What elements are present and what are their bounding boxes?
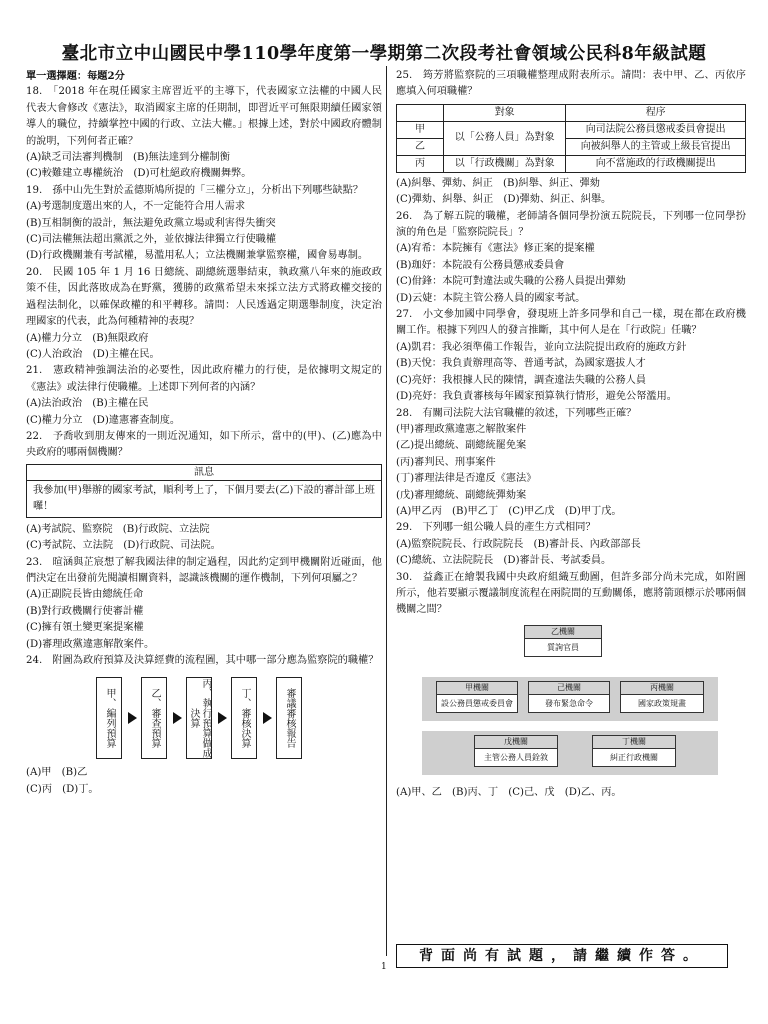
q27-stem: 27. 小文參加國中同學會，發現班上許多同學和自己一樣，現在都在政府機關工作。根據下列四人的發言推斷，其中何人是在「行政院」任職？: [396, 309, 746, 337]
q19-option-c: (C)司法權無法超出黨派之外，並依據法律獨立行使職權: [26, 234, 277, 246]
page-number: 1: [381, 962, 387, 972]
q29-options-cd: (C)總統、立法院院長 (D)審計長、考試委員。: [396, 555, 612, 567]
node-body: 設公務員懲戒委員會: [441, 698, 513, 708]
message-box: [26, 464, 382, 518]
node-body: 發布緊急命令: [545, 698, 593, 708]
q26-option-c: (C)佾鋒：本院可對違法或失職的公務人員提出彈劾: [396, 276, 626, 288]
flow-step-yi: 乙、審查預算: [141, 677, 167, 759]
q28-item-ding: (丁)審理法律是否違反《憲法》: [396, 473, 537, 485]
q27-option-c: (C)亮妤：我根據人民的陳情，調查違法失職的公務人員: [396, 374, 647, 386]
q21-options-cd: (C)權力分立 (D)違憲審查制度。: [26, 414, 181, 426]
section-heading: 單一選擇題：每題2分: [26, 70, 125, 82]
flow-step-jia: 甲、編列預算: [96, 677, 122, 759]
q21-stem: 21. 憲政精神強調法治的必要性，因此政府權力的行使，是依據明文規定的《憲法》或法律行使職權。上述即下列何者的內涵？: [26, 365, 382, 393]
table-row-key: 甲: [397, 121, 444, 138]
q28-item-jia: (甲)審理政黨違憲之解散案件: [396, 423, 527, 435]
node-header: 甲機關: [437, 682, 517, 695]
q20-stem: 20. 民國 105 年 1 月 16 日總統、副總統選舉結束，執政黨八年來的施政政策不佳，因此落敗成為在野黨，獲勝的政黨希望未來採立法方式將政權交接的過程法制化，以確保政權的和平轉移。請問：人民透過定期選舉制度，決定治理國家的代表，此為何種精神的表現？: [26, 266, 382, 328]
q19-option-d: (D)行政機關兼有考試權，易濫用私人；立法機關兼掌監察權，國會易專制。: [26, 250, 369, 262]
continue-notice: 背面尚有試題，請繼續作答。: [396, 944, 728, 968]
node-body: 質詢官員: [547, 642, 579, 652]
q25-stem: 25. 筠芳將監察院的三項職權整理成附表所示。請問：表中甲、乙、丙依序應填入何項職權？: [396, 70, 746, 98]
q18-options-ab: (A)缺乏司法審判機制 (B)無法達到分權制衡: [26, 152, 230, 164]
flow-step-bing: 丙、執行預算做成決算: [188, 678, 211, 759]
q23-option-c: (C)擁有領土變更案提案權: [26, 622, 144, 634]
table-cell-procedure: 向不當施政的行政機關提出: [566, 155, 746, 172]
column-divider: [386, 66, 387, 956]
q28-item-bing: (丙)審判民、刑事案件: [396, 456, 496, 468]
flow-arrow: [128, 712, 137, 724]
node-header: 丙機關: [621, 682, 703, 695]
table-row-key: 丙: [397, 155, 444, 172]
node-header: 丁機關: [593, 736, 675, 749]
flow-arrow: [218, 712, 227, 724]
node-header: 戊機關: [475, 736, 557, 749]
node-header: 乙機關: [525, 626, 601, 639]
q18-stem: 18. 「2018 年在現任國家主席習近平的主導下，代表國家立法權的中國人民代表大會修改《憲法》，取消國家主席的任期制，即習近平可無限期續任國家領導人的職位，持續掌控中國的行政、立法大權。」根據上述，對於中國政府體制的說明，下列何者正確？: [26, 86, 382, 147]
flow-step-ding: 丁、審核決算: [231, 677, 257, 759]
node-body: 國家政策規畫: [638, 698, 686, 708]
flow-step-report: 審議審核報告: [276, 677, 302, 759]
node-bing: [620, 681, 704, 713]
table-cell-object: 以「行政機關」為對象: [444, 155, 566, 172]
exam-title: 臺北市立中山國民中學110學年度第一學期第二次段考社會領域公民科8年級試題: [61, 44, 707, 64]
q24-options-cd: (C)丙 (D)丁。: [26, 783, 99, 795]
q26-option-b: (B)珈妤：本院設有公務員懲戒委員會: [396, 259, 565, 271]
node-jia: [436, 681, 518, 713]
node-body: 糾正行政機關: [610, 752, 658, 762]
q23-option-b: (B)對行政機關行使審計權: [26, 605, 144, 617]
q25-options-cd: (C)彈劾、糾舉、糾正 (D)彈劾、糾正、糾舉。: [396, 194, 612, 206]
node-ding: [592, 735, 676, 767]
q21-options-ab: (A)法治政治 (B)主權在民: [26, 398, 149, 410]
budget-flowchart: [96, 675, 382, 761]
node-ji: [528, 681, 610, 713]
q23-option-a: (A)正副院長皆由總統任命: [26, 589, 144, 601]
table-header-object: 對象: [444, 104, 566, 121]
q30-stem: 30. 益鑫正在繪製我國中央政府組織互動圖，但許多部分尚未完成，如附圖所示，他若要顯示覆議制度流程在兩院間的互動關係，應將箭頭標示於哪兩個機關之間？: [396, 571, 746, 616]
node-wu: [474, 735, 558, 767]
q19-option-a: (A)考選制度選出來的人，不一定能符合用人需求: [26, 201, 246, 213]
q18-options-cd: (C)較難建立專權統治 (D)可杜絕政府機關舞弊。: [26, 168, 252, 180]
q28-stem: 28. 有關司法院大法官職權的敘述，下列哪些正確？: [396, 407, 637, 419]
q19-option-b: (B)互相制衡的設計，無法避免政黨立場或利害得失衝突: [26, 217, 276, 229]
table-header-procedure: 程序: [566, 104, 746, 121]
q27-option-a: (A)凱君：我必須準備工作報告，並向立法院提出政府的施政方針: [396, 341, 687, 353]
q28-item-yi: (乙)提出總統、副總統罷免案: [396, 440, 527, 452]
table-corner: [397, 104, 444, 121]
table-cell-procedure: 向被糾舉人的主管或上級長官提出: [566, 138, 746, 155]
node-yi-top: [524, 625, 602, 657]
q20-options-ab: (A)權力分立 (B)無限政府: [26, 332, 149, 344]
table-row-key: 乙: [397, 138, 444, 155]
table-cell-object: 以「公務人員」為對象: [444, 121, 566, 155]
q23-stem: 23. 暄涵與芷宸想了解我國法律的制定過程，因此約定到甲機關附近碰面，他們決定在出發前先閱讀相關資料，認識該機關的運作機制，下列何項屬之？: [26, 556, 382, 584]
message-box-body: 我參加(甲)舉辦的國家考試，順利考上了，下個月要去(乙)下設的審計部上班囉！: [33, 484, 375, 512]
q26-option-d: (D)云婕：本院主管公務人員的國家考試。: [396, 292, 586, 304]
message-box-title: 訊息: [27, 465, 381, 481]
node-body: 主管公務人員銓敘: [484, 752, 548, 762]
q22-stem: 22. 予喬收到朋友傳來的一則近況通知，如下所示，當中的(甲)、(乙)應為中央政府的哪兩個機關？: [26, 430, 382, 459]
q22-options-cd: (C)考試院、立法院 (D)行政院、司法院。: [26, 540, 221, 552]
q27-option-d: (D)亮妤：我負責審核每年國家預算執行情形，避免公帑濫用。: [396, 391, 677, 403]
q29-stem: 29. 下列哪一組公職人員的產生方式相同？: [396, 522, 596, 534]
q28-item-wu: (戊)審理總統、副總統彈劾案: [396, 489, 527, 501]
q28-options: (A)甲乙丙 (B)甲乙丁 (C)甲乙戊 (D)甲丁戊。: [396, 505, 622, 517]
table-cell-procedure: 向司法院公務員懲戒委員會提出: [566, 121, 746, 138]
q30-options: (A)甲、乙 (B)丙、丁 (C)己、戊 (D)乙、丙。: [396, 786, 622, 798]
q20-options-cd: (C)人治政治 (D)主權在民。: [26, 348, 160, 360]
q25-options-ab: (A)糾舉、彈劾、糾正 (B)糾舉、糾正、彈劾: [396, 177, 600, 189]
right-column: [396, 68, 746, 801]
q23-option-d: (D)審理政黨違憲解散案件。: [26, 638, 155, 650]
q24-options-ab: (A)甲 (B)乙: [26, 767, 88, 779]
flow-arrow: [263, 712, 272, 724]
q27-option-b: (B)天悅：我負責辦理高等、普通考試，為國家選拔人才: [396, 358, 646, 370]
q29-options-ab: (A)監察院院長、行政院院長 (B)審計長、內政部部長: [396, 538, 641, 550]
q24-stem: 24. 附圖為政府預算及決算經費的流程圖，其中哪一部分應為監察院的職權？: [26, 655, 379, 666]
node-header: 己機關: [529, 682, 609, 695]
powers-table: [396, 104, 746, 173]
q26-option-a: (A)宥希：本院擁有《憲法》修正案的提案權: [396, 243, 595, 255]
q19-stem: 19. 孫中山先生對於孟德斯鳩所提的「三權分立」，分析出下列哪些缺點？: [26, 184, 364, 196]
q26-stem: 26. 為了解五院的職權，老師請各個同學扮演五院院長，下列哪一位同學扮演的角色是「監察院院長」？: [396, 210, 746, 239]
q22-options-ab: (A)考試院、監察院 (B)行政院、立法院: [26, 523, 210, 535]
left-column: [26, 68, 382, 798]
government-organization-diagram: [396, 623, 746, 783]
flow-arrow: [173, 712, 182, 724]
